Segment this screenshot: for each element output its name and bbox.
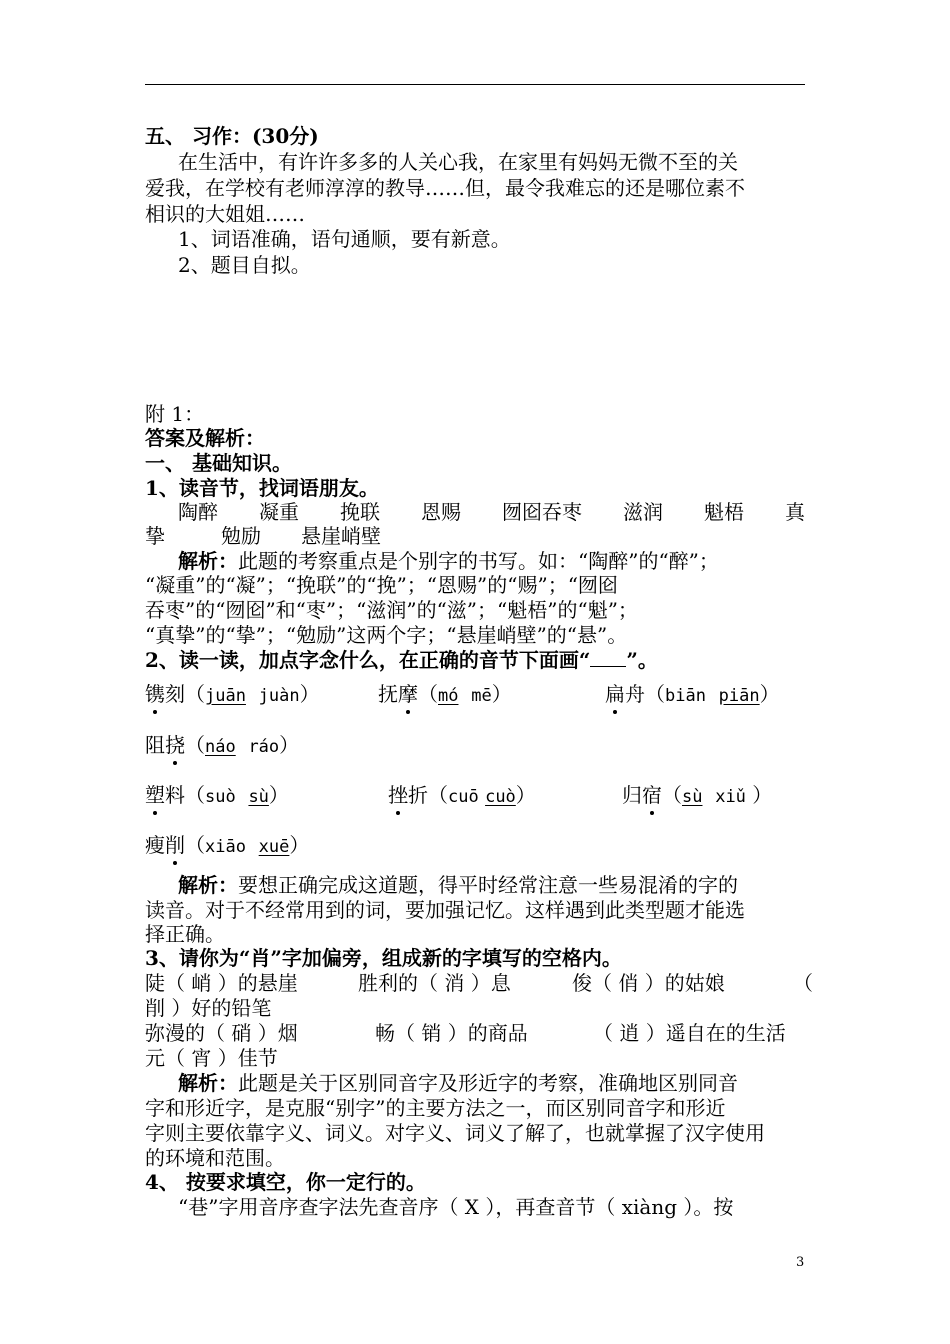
q3-analysis-line (145, 1071, 848, 1095)
dotted-char: 挠 (165, 733, 185, 757)
fill-item: （ (793, 971, 813, 995)
essay-heading: 五、 习作：(30分) (145, 124, 319, 148)
pinyin-item: 挫折（cuō cuò） (388, 783, 536, 807)
word-item: 滋润 (623, 500, 663, 524)
q1-words-row (145, 500, 815, 524)
q2-analysis-line (145, 873, 848, 897)
answers-title: 答案及解析： (145, 426, 265, 450)
fill-item: 俊（ 俏 ）的姑娘 (572, 971, 725, 995)
q2-title (145, 648, 815, 672)
pinyin-item: 镌刻（juān juàn） (145, 682, 320, 706)
fill-item: 畅（ 销 ）的商品 (375, 1021, 528, 1045)
dotted-char: 削 (165, 833, 185, 857)
pinyin-item: 阻挠（náo ráo） (145, 733, 300, 757)
analysis-label: 解析： (178, 549, 238, 573)
pinyin-option-correct: cuò (485, 787, 516, 807)
q1-analysis-line: “凝重”的“凝”；“挽联”的“挽”；“恩赐”的“赐”；“囫囵 (145, 573, 618, 597)
q2-title-text: 2、读一读，加点字念什么，在正确的音节下面画“ (145, 648, 591, 672)
q3-row: 元（ 宵 ）佳节 (145, 1046, 278, 1070)
pinyin-option-correct: náo (205, 737, 236, 757)
underline-blank (590, 652, 626, 667)
q3-row (145, 1021, 815, 1045)
appendix-label: 附 1： (145, 402, 205, 426)
q1-analysis-line: 吞枣”的“囫囵”和“枣”；“滋润”的“滋”；“魁梧”的“魁”； (145, 598, 638, 622)
analysis-text: 此题是关于区别同音字及形近字的考察，准确地区别同音 (238, 1071, 738, 1095)
q2-title-text: ”。 (626, 648, 658, 672)
word-item: 挚 (145, 524, 165, 548)
word-item: 恩赐 (421, 500, 461, 524)
q1-analysis-line (145, 549, 848, 573)
essay-para-line: 在生活中，有许许多多的人关心我，在家里有妈妈无微不至的关 (178, 150, 738, 174)
word-item: 凝重 (259, 500, 299, 524)
q3-analysis-line: 字则主要依靠字义、词义。对字义、词义了解了，也就掌握了汉字使用 (145, 1121, 765, 1145)
essay-para-line: 相识的大姐姐…… (145, 202, 305, 226)
q3-title: 3、请你为“肖”字加偏旁，组成新的字填写的空格内。 (145, 946, 622, 970)
word-item: 真 (785, 500, 805, 524)
q1-words-row (145, 524, 815, 548)
pinyin-item: 塑料（suò sù） (145, 783, 289, 807)
fill-item: （ 逍 ）遥自在的生活 (593, 1021, 786, 1045)
pinyin-option-correct: xuē (258, 837, 290, 857)
section-heading: 一、 基础知识。 (145, 451, 292, 475)
dotted-char: 挫 (388, 783, 408, 807)
word-item: 悬崖峭壁 (301, 524, 381, 548)
analysis-label: 解析： (178, 1071, 238, 1095)
pinyin-option-correct: juān (205, 686, 246, 706)
pinyin-option: mē (471, 686, 492, 706)
pinyin-option: cuō (448, 787, 479, 807)
pinyin-option: xiāo (205, 837, 246, 857)
pinyin-option-correct: piān (718, 686, 760, 706)
pinyin-option-correct: sù (248, 787, 269, 807)
essay-para-line: 爱我，在学校有老师淳淳的教导……但，最令我难忘的还是哪位素不 (145, 176, 745, 200)
essay-requirement: 2、题目自拟。 (178, 253, 311, 277)
dotted-char: 扁 (605, 682, 625, 706)
dotted-char: 摩 (398, 682, 418, 706)
pinyin-item: 抚摩（mó mē） (378, 682, 512, 706)
q1-analysis-line: “真挚”的“挚”；“勉励”这两个字；“悬崖峭壁”的“悬”。 (145, 623, 628, 647)
page-number: 3 (796, 1255, 805, 1270)
q4-line: “巷”字用音序查字法先查音序（ X ），再查音节（ xiàng ）。按 (178, 1195, 734, 1219)
pinyin-option-correct: sù (682, 787, 703, 807)
pinyin-option: ráo (248, 737, 280, 757)
pinyin-option-correct: mó (438, 686, 459, 706)
q4-title: 4、 按要求填空，你一定行的。 (145, 1170, 426, 1194)
essay-requirement: 1、词语准确，语句通顺，要有新意。 (178, 227, 511, 251)
fill-item: 胜利的（ 消 ）息 (358, 971, 511, 995)
dotted-char: 镌 (145, 682, 165, 706)
word-item: 陶醉 (178, 500, 218, 524)
analysis-text: 要想正确完成这道题，得平时经常注意一些易混淆的字的 (238, 873, 738, 897)
pinyin-option: biān (665, 686, 706, 706)
pinyin-item: 扁舟（biān piān） (605, 682, 780, 706)
q3-analysis-line: 的环境和范围。 (145, 1146, 285, 1170)
header-rule (145, 84, 805, 85)
dotted-char: 塑 (145, 783, 165, 807)
q2-analysis-line: 择正确。 (145, 922, 225, 946)
word-item: 魁梧 (704, 500, 744, 524)
pinyin-option: suò (205, 787, 236, 807)
analysis-label: 解析： (178, 873, 238, 897)
pinyin-item: 归宿（sù xiǔ ） (622, 783, 773, 807)
pinyin-option: xiǔ (715, 787, 746, 807)
fill-item: 陡（ 峭 ）的悬崖 (145, 971, 298, 995)
word-item: 勉励 (221, 524, 261, 548)
q3-analysis-line: 字和形近字，是克服“别字”的主要方法之一，而区别同音字和形近 (145, 1096, 726, 1120)
pinyin-option: juàn (258, 686, 300, 706)
fill-item: 弥漫的（ 硝 ）烟 (145, 1021, 298, 1045)
dotted-char: 宿 (642, 783, 662, 807)
q3-row: 削 ）好的铅笔 (145, 996, 272, 1020)
q3-row (145, 971, 815, 995)
q2-analysis-line: 读音。对于不经常用到的词，要加强记忆。这样遇到此类型题才能选 (145, 898, 745, 922)
word-item: 挽联 (340, 500, 380, 524)
q1-title: 1、读音节，找词语朋友。 (145, 476, 379, 500)
pinyin-item: 瘦削（xiāo xuē） (145, 833, 310, 857)
word-item: 囫囵吞枣 (502, 500, 582, 524)
analysis-text: 此题的考察重点是个别字的书写。如：“陶醉”的“醉”； (238, 549, 719, 573)
